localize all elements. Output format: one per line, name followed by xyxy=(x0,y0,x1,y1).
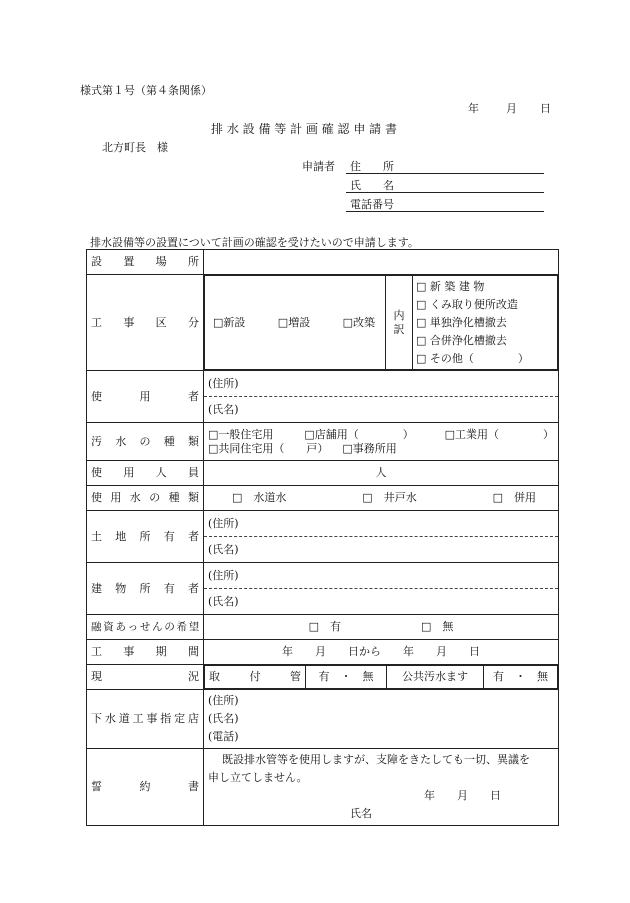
land-owner-name[interactable]: (氏名) xyxy=(208,542,239,556)
pledge-text-1: 既設排水管等を使用しますが、支障をきたしても一切、異議を xyxy=(222,753,530,766)
date-day: 日 xyxy=(540,102,551,115)
water-tap[interactable]: □ 水道水 xyxy=(232,491,287,505)
pledge-date[interactable]: 年 月 日 xyxy=(424,789,501,802)
page-title: 排 水 設 備 等 計 画 確 認 申 請 書 xyxy=(211,122,397,136)
applicant-label: 申請者 xyxy=(302,160,335,173)
date-month: 月 xyxy=(506,102,517,115)
building-owner-address[interactable]: (住所) xyxy=(208,568,239,582)
sewage-apartment[interactable]: □共同住宅用（ 戸） xyxy=(208,441,329,455)
work-type-label: 工事区分 xyxy=(87,275,204,371)
work-type-extend[interactable]: □増設 xyxy=(277,315,311,329)
form-number: 様式第１号（第４条関係） xyxy=(80,84,212,97)
period-label: 工事期間 xyxy=(87,640,204,665)
user-name[interactable]: (氏名) xyxy=(208,402,239,416)
pledge-label: 誓約書 xyxy=(87,749,204,826)
application-table xyxy=(86,249,559,826)
applicant-address-line[interactable] xyxy=(346,173,544,174)
breakdown-single-tank[interactable]: □ 単独浄化槽撤去 xyxy=(416,315,507,329)
period-field[interactable]: 年 月 日から 年 月 日 xyxy=(204,640,559,665)
location-label: 設置場所 xyxy=(87,250,204,275)
loan-label: 融資あっせんの希望 xyxy=(87,615,204,640)
row-building-owner xyxy=(87,563,559,615)
sewage-office[interactable]: □事務所用 xyxy=(342,441,397,455)
row-period xyxy=(87,640,559,665)
contractor-label: 下水道工事指定店 xyxy=(87,690,204,749)
row-location xyxy=(87,250,559,275)
row-land-owner xyxy=(87,511,559,563)
basin-value[interactable]: 有 ・ 無 xyxy=(484,666,558,689)
pipe-label: 取 付 管 xyxy=(205,666,306,689)
applicant-phone-label: 電話番号 xyxy=(350,198,394,211)
location-field[interactable] xyxy=(204,250,559,275)
sewage-shop[interactable]: □店舗用（ ） xyxy=(304,428,414,442)
breakdown-new-building[interactable]: □ 新 築 建 物 xyxy=(416,279,485,293)
building-owner-name[interactable]: (氏名) xyxy=(208,594,239,608)
land-owner-address[interactable]: (住所) xyxy=(208,516,239,530)
row-water-type xyxy=(87,486,559,511)
intro-text: 排水設備等の設置について計画の確認を受けたいので申請します。 xyxy=(90,236,419,249)
users-count-field[interactable] xyxy=(204,461,559,486)
breakdown-combined-tank[interactable]: □ 合併浄化槽撤去 xyxy=(416,333,507,347)
sewage-type-label: 汚水の種類 xyxy=(87,423,204,461)
user-label: 使用者 xyxy=(87,371,204,423)
contractor-phone[interactable]: (電話) xyxy=(208,730,239,743)
basin-label: 公共汚水ます xyxy=(387,666,484,689)
row-contractor xyxy=(87,690,559,749)
addressee: 北方町長 様 xyxy=(102,141,168,154)
row-users-count xyxy=(87,461,559,486)
row-loan xyxy=(87,615,559,640)
water-well[interactable]: □ 井戸水 xyxy=(362,491,417,505)
sewage-general[interactable]: □一般住宅用 xyxy=(208,428,274,442)
row-user xyxy=(87,371,559,423)
sewage-industrial[interactable]: □工業用（ ） xyxy=(444,428,554,442)
water-type-label: 使用水の種類 xyxy=(87,486,204,511)
users-count-unit: 人 xyxy=(375,466,387,480)
contractor-address[interactable]: (住所) xyxy=(208,694,239,707)
applicant-address-label: 住 所 xyxy=(350,160,394,173)
work-type-rebuild[interactable]: □改築 xyxy=(342,315,375,329)
applicant-name-line[interactable] xyxy=(346,192,544,193)
row-pledge xyxy=(87,749,559,826)
pledge-text-2: 申し立てしません。 xyxy=(208,771,308,784)
row-sewage-type xyxy=(87,423,559,461)
status-label: 現況 xyxy=(87,665,204,690)
breakdown-label: 内訳 xyxy=(386,276,413,370)
work-type-new[interactable]: □新設 xyxy=(213,315,246,329)
applicant-name-label: 氏 名 xyxy=(350,179,394,192)
pipe-value[interactable]: 有 ・ 無 xyxy=(306,666,387,689)
pledge-name[interactable]: 氏名 xyxy=(350,807,372,820)
water-both[interactable]: □ 併用 xyxy=(492,491,536,505)
building-owner-label: 建物所有者 xyxy=(87,563,204,615)
row-work-type xyxy=(87,275,559,371)
applicant-phone-line[interactable] xyxy=(346,211,544,212)
land-owner-label: 土地所有者 xyxy=(87,511,204,563)
breakdown-toilet[interactable]: □ くみ取り便所改造 xyxy=(416,297,518,311)
users-count-label: 使用人員 xyxy=(87,461,204,486)
contractor-name[interactable]: (氏名) xyxy=(208,712,239,725)
loan-yes[interactable]: □ 有 xyxy=(308,620,341,634)
row-status xyxy=(87,665,559,690)
loan-no[interactable]: □ 無 xyxy=(421,620,454,634)
breakdown-other[interactable]: □ その他（ ） xyxy=(416,351,529,365)
user-address[interactable]: (住所) xyxy=(208,376,239,390)
date-year: 年 xyxy=(468,102,479,115)
